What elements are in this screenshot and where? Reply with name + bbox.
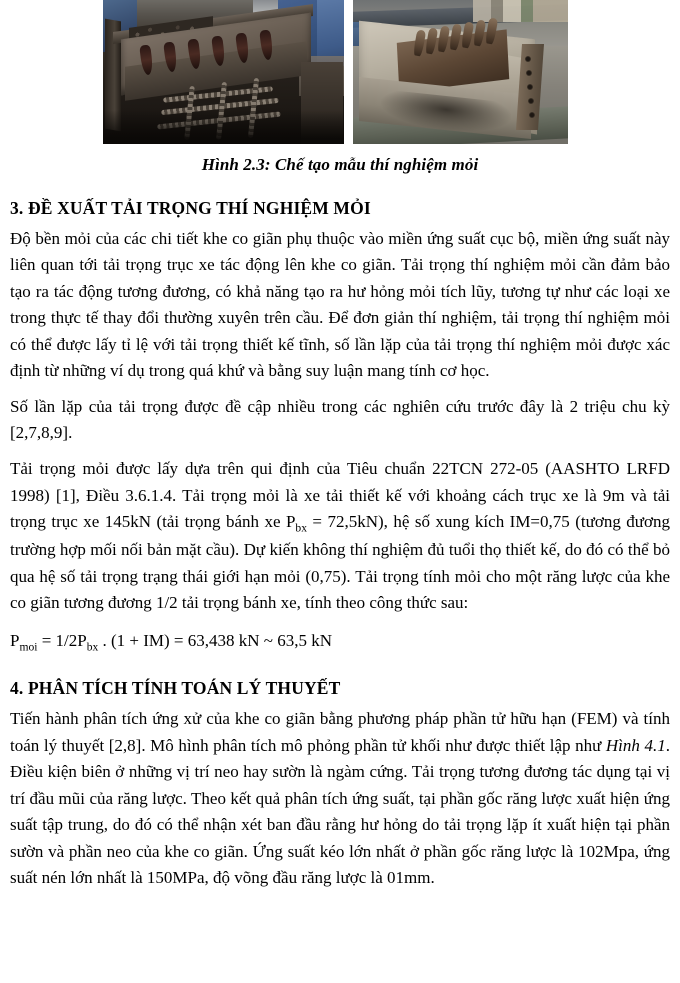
fatigue-load-formula — [10, 628, 670, 656]
formula-tail: . (1 + IM) = 63,438 kN ~ 63,5 kN — [98, 631, 333, 650]
formula-sub-moi: moi — [19, 640, 38, 654]
standard-text-part1: Tải trọng mỏi được lấy dựa trên qui định của Tiêu chuẩn 22TCN 272-05 (AASHTO LRFD 1998) [1], Điều 3.6.1.4. Tải trọng mỏi là xe tải thiết kế với khoảng cách trục xe là 9m và tải trọng trục xe 145kN (tải trọng bánh xe P — [10, 459, 670, 532]
formula-sub-bx: bx — [86, 640, 99, 654]
fem-text-part1: Tiến hành phân tích ứng xử của khe co giãn bằng phương pháp phần tử hữu hạn (FEM) và tính toán lý thuyết [2,8]. Mô hình phân tích mô phỏng phần tử khối như được thiết lập như — [10, 709, 670, 755]
paragraph-fatigue-stress: Độ bền mỏi của các chi tiết khe co giãn phụ thuộc vào miền ứng suất cục bộ, miền ứng suất này liên quan tới tải trọng trục xe tác động lên khe co giãn. Tải trọng thí nghiệm mỏi cần đảm bảo tạo ra tác động tương đương, có khả năng tạo ra hư hỏng mỏi tích lũy, tương tự như các loại xe trong thực tế thay đổi thường xuyên trên cầu. Để đơn giản thí nghiệm, tải trọng thí nghiệm mỏi có thể được lấy tỉ lệ với tải trọng thiết kế tĩnh, số lần lặp của tải trọng thí nghiệm mỏi được xác định từ những ví dụ trong quá khứ và bằng suy luận mang tính cơ học. — [10, 228, 670, 381]
photo2-bolt-hole — [529, 112, 535, 118]
section-heading-4: 4. PHÂN TÍCH TÍNH TOÁN LÝ THUYẾT — [10, 678, 341, 699]
photo2-bolt-hole — [528, 98, 534, 104]
photo-cast-concrete-specimen — [353, 0, 568, 144]
photo1-foreground-shadow — [103, 110, 344, 144]
photo2-bolt-hole — [526, 70, 532, 76]
figure-image-row — [103, 0, 568, 144]
figure-reference: Hình 4.1 — [605, 735, 666, 755]
photo2-bolt-hole — [527, 84, 533, 90]
photo2-bolt-hole — [525, 56, 531, 62]
section-heading-3: 3. ĐỀ XUẤT TẢI TRỌNG THÍ NGHIỆM MỎI — [10, 198, 371, 218]
photo2-background-clutter — [473, 0, 568, 22]
standard-text-part2: = 72,5kN), hệ số xung kích IM=0,75 (tương đương trường hợp mối nối bản mặt cầu). Dự kiến không thí nghiệm đủ tuổi thọ thiết kế, do đó có thể bỏ qua hệ số tải trọng trạng thái giới hạn mỏi (0,75). Tải trọng tính mỏi cho một răng lược của khe co giãn tương đương 1/2 tải trọng bánh xe, tính theo công thức sau: — [10, 512, 670, 613]
document-body — [10, 198, 670, 901]
formula-p-symbol: P — [10, 631, 20, 650]
photo-mold-with-steel-comb-joint — [103, 0, 344, 144]
figure-caption: Hình 2.3: Chế tạo mẫu thí nghiệm mỏi — [201, 155, 479, 174]
paragraph-standard-reference — [10, 456, 670, 617]
formula-mid: = 1/2P — [37, 631, 87, 650]
paragraph-load-cycles: Số lần lặp của tải trọng được đề cập nhiều trong các nghiên cứu trước đây là 2 triệu chu kỳ [2,7,8,9]. — [10, 396, 670, 443]
paragraph-fem-analysis — [10, 706, 670, 892]
pbx-subscript-1: bx — [295, 521, 307, 535]
fem-text-part2: . Điều kiện biên ở những vị trí neo hay sườn là ngàm cứng. Tải trọng tương đương tác dụng tại vị trí đầu mũi của răng lược. Theo kết quả phân tích ứng suất, tại phần gốc răng lược xuất hiện ứng suất tập trung, do đó có thể nhận xét ban đầu rằng hư hỏng do tải trọng lặp ít xuất hiện tại phần sườn và phần neo của khe co giãn. Ứng suất kéo lớn nhất ở phần gốc răng lược là 102Mpa, ứng suất nén lớn nhất là 150MPa, độ võng đầu răng lược là 01mm. — [10, 735, 670, 888]
